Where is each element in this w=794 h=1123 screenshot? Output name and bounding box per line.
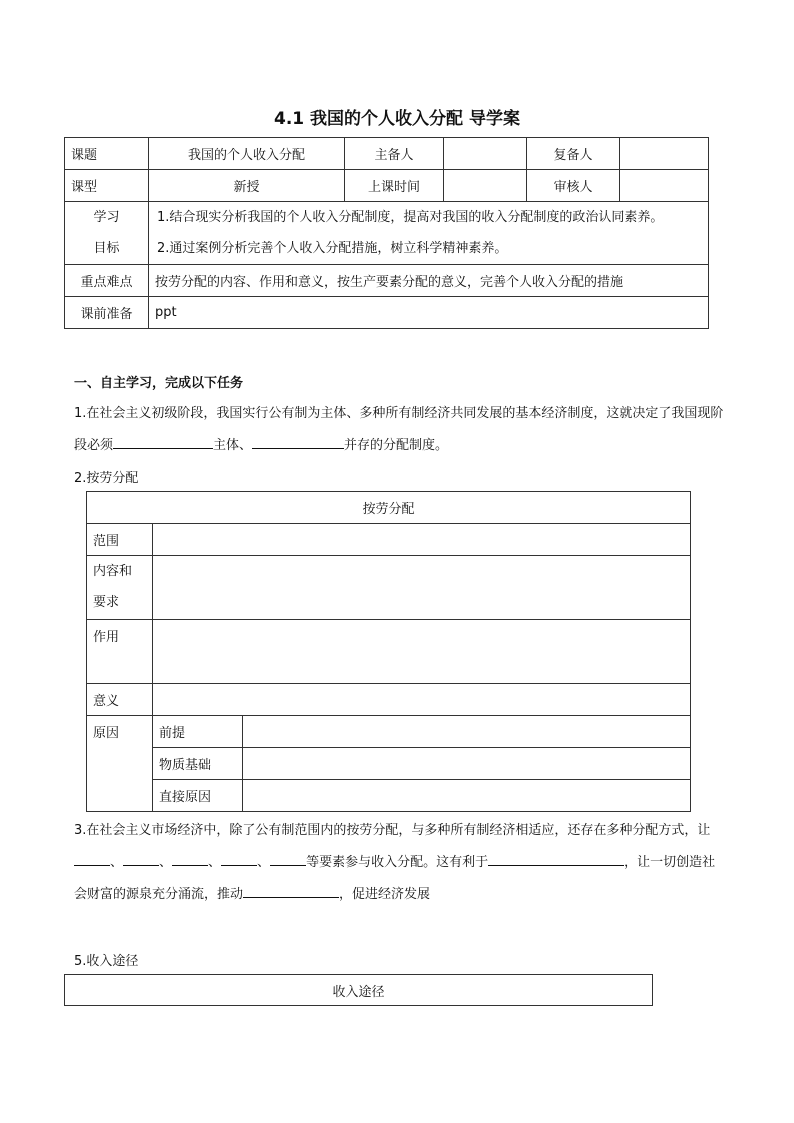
class-time-label: 上课时间 <box>345 170 444 202</box>
reviewer-label: 审核人 <box>527 170 620 202</box>
fill-blank[interactable] <box>221 851 257 866</box>
content-label-line1: 内容和 <box>93 564 133 579</box>
income-table-header: 收入途径 <box>65 975 653 1006</box>
fill-blank[interactable] <box>488 851 624 866</box>
question-3-text-2: 等要素参与收入分配。这有利于 <box>306 855 489 870</box>
table-row <box>65 138 709 170</box>
table-row <box>65 975 653 1006</box>
lesson-type-value: 新授 <box>149 170 345 202</box>
table-row <box>87 780 691 812</box>
table-row <box>87 524 691 556</box>
fill-blank[interactable] <box>113 434 213 449</box>
lesson-info-table <box>64 137 709 329</box>
separator: 、 <box>110 855 124 870</box>
table-row <box>87 620 691 684</box>
fill-blank[interactable] <box>123 851 159 866</box>
fill-blank[interactable] <box>270 851 306 866</box>
premise-answer[interactable] <box>243 716 691 748</box>
scope-label: 范围 <box>87 524 153 556</box>
reason-label: 原因 <box>87 716 153 812</box>
topic-label: 课题 <box>65 138 149 170</box>
key-points-value: 按劳分配的内容、作用和意义，按生产要素分配的意义，完善个人收入分配的措施 <box>149 265 709 297</box>
question-3 <box>74 815 724 911</box>
reviewer-field[interactable] <box>620 170 709 202</box>
role-answer[interactable] <box>153 620 691 684</box>
question-1-text-3: 并存的分配制度。 <box>344 438 449 453</box>
content-answer[interactable] <box>153 556 691 620</box>
page-title: 4.1 我国的个人收入分配 导学案 <box>274 109 520 129</box>
question-1 <box>74 398 724 462</box>
table-row <box>87 492 691 524</box>
table-row <box>87 684 691 716</box>
learning-goals-label-line2: 目标 <box>93 241 120 256</box>
table-row <box>65 265 709 297</box>
lesson-type-label: 课型 <box>65 170 149 202</box>
question-1-text-2: 主体、 <box>213 438 253 453</box>
direct-reason-answer[interactable] <box>243 780 691 812</box>
learning-goals <box>149 202 709 265</box>
table-row <box>87 556 691 620</box>
main-preparer-field[interactable] <box>444 138 527 170</box>
table-row <box>65 202 709 265</box>
fill-blank[interactable] <box>74 851 110 866</box>
premise-label: 前提 <box>153 716 243 748</box>
key-points-label: 重点难点 <box>65 265 149 297</box>
table-row <box>65 297 709 329</box>
role-label: 作用 <box>87 620 153 684</box>
preparation-value: ppt <box>149 297 709 329</box>
labor-distribution-table <box>86 491 691 812</box>
question-2-label: 2.按劳分配 <box>74 471 139 486</box>
table-row <box>87 716 691 748</box>
learning-goals-label <box>65 202 149 265</box>
material-basis-answer[interactable] <box>243 748 691 780</box>
direct-reason-label: 直接原因 <box>153 780 243 812</box>
learning-goal-2: 2.通过案例分析完善个人收入分配措施，树立科学精神素养。 <box>157 241 508 256</box>
content-label-line2: 要求 <box>93 595 120 610</box>
topic-value: 我国的个人收入分配 <box>149 138 345 170</box>
scope-answer[interactable] <box>153 524 691 556</box>
separator: 、 <box>159 855 173 870</box>
table-row <box>65 170 709 202</box>
question-1-text-1: 1.在社会主义初级阶段，我国实行公有制为主体、多种所有制经济共同发展的基本经济制度，这就决定了我国现阶段必须 <box>74 406 724 453</box>
co-preparer-label: 复备人 <box>527 138 620 170</box>
question-3-text-3: ，让一切创造社会财富的源泉充分涌流，推动 <box>74 855 716 902</box>
section-heading: 一、自主学习，完成以下任务 <box>74 376 244 391</box>
class-time-field[interactable] <box>444 170 527 202</box>
fill-blank[interactable] <box>252 434 344 449</box>
content-label <box>87 556 153 620</box>
table-row <box>87 748 691 780</box>
preparation-label: 课前准备 <box>65 297 149 329</box>
significance-label: 意义 <box>87 684 153 716</box>
question-5-label: 5.收入途径 <box>74 954 139 969</box>
learning-goal-1: 1.结合现实分析我国的个人收入分配制度，提高对我国的收入分配制度的政治认同素养。 <box>157 210 664 225</box>
main-preparer-label: 主备人 <box>345 138 444 170</box>
question-3-text-4: ，促进经济发展 <box>339 887 431 902</box>
separator: 、 <box>208 855 222 870</box>
separator: 、 <box>257 855 271 870</box>
learning-goals-label-line1: 学习 <box>93 210 120 225</box>
fill-blank[interactable] <box>172 851 208 866</box>
fill-blank[interactable] <box>243 883 339 898</box>
significance-answer[interactable] <box>153 684 691 716</box>
question-3-text-1: 3.在社会主义市场经济中，除了公有制范围内的按劳分配，与多种所有制经济相适应，还存在多种分配方式，让 <box>74 823 711 838</box>
material-basis-label: 物质基础 <box>153 748 243 780</box>
income-channels-table <box>64 974 653 1006</box>
co-preparer-field[interactable] <box>620 138 709 170</box>
labor-table-header: 按劳分配 <box>87 492 691 524</box>
